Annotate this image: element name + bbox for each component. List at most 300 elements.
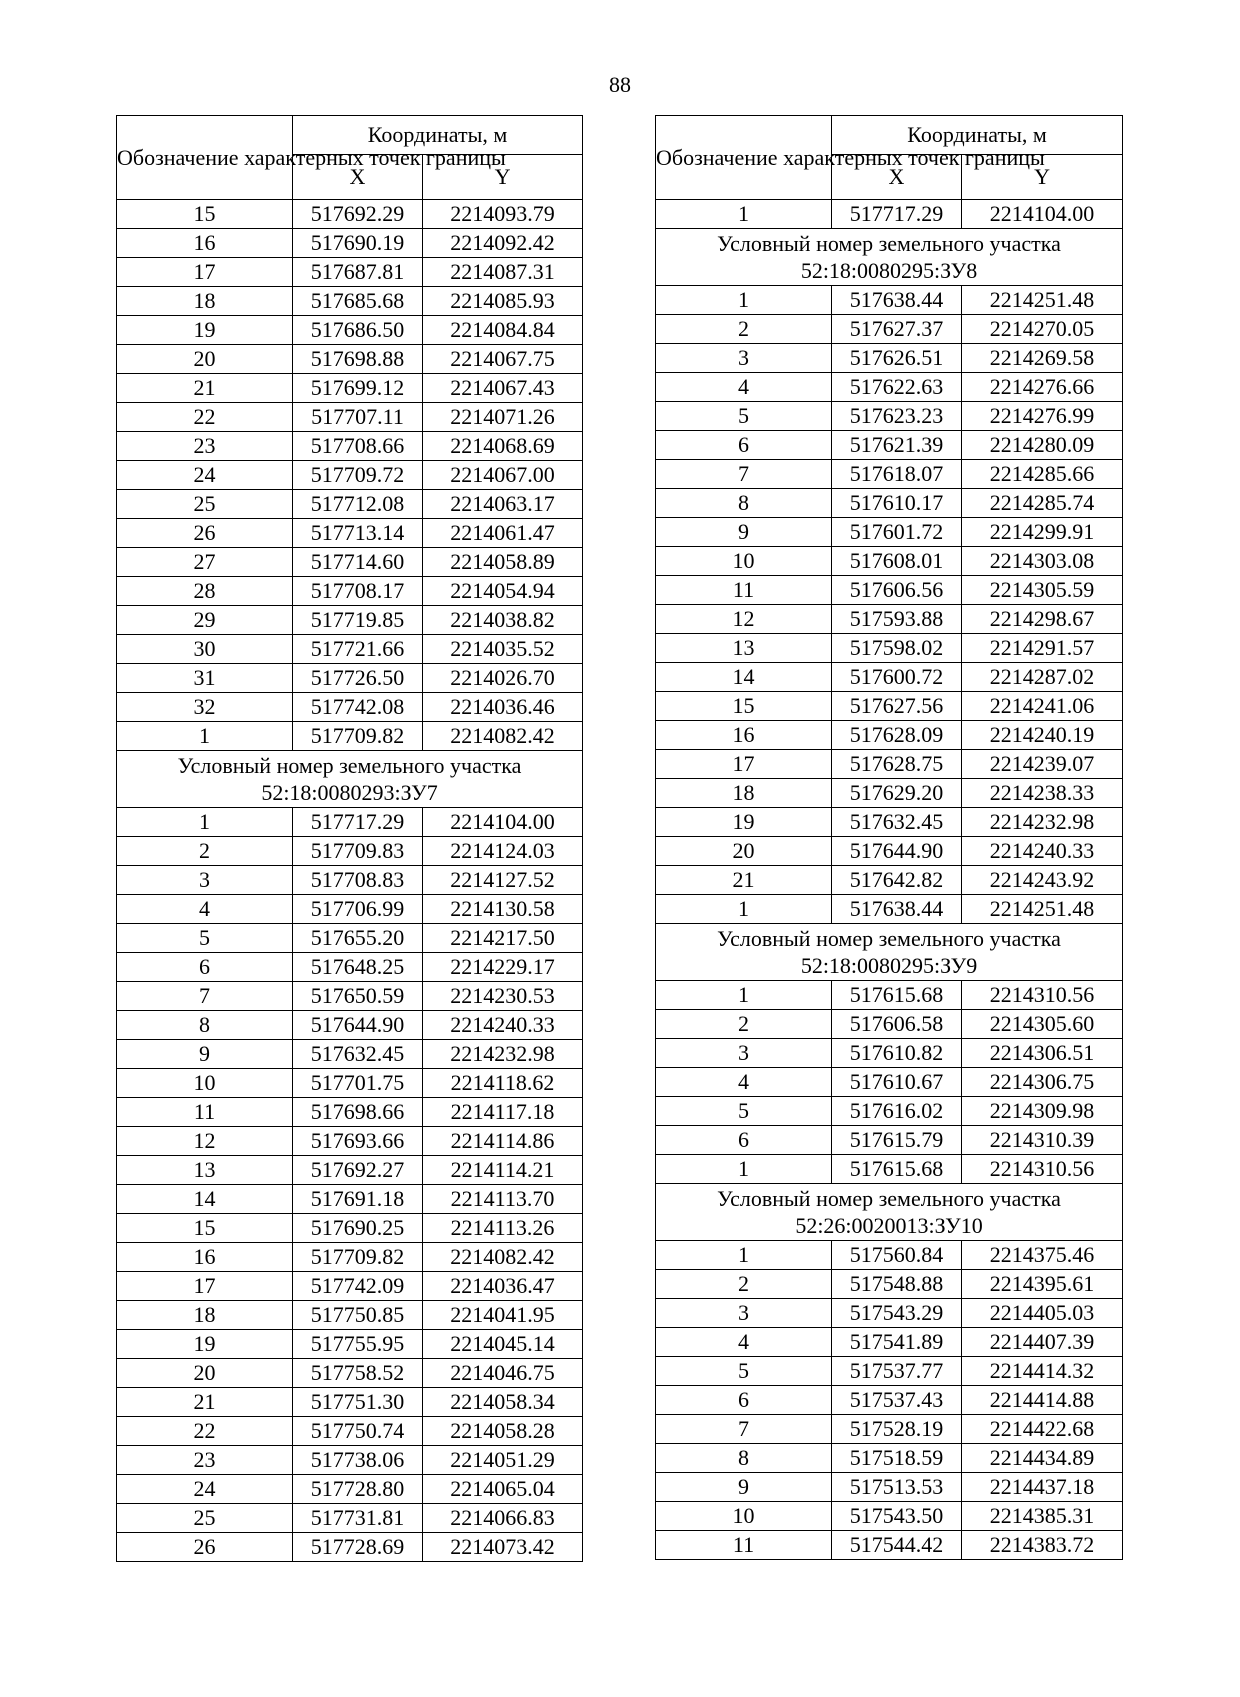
table-row bbox=[656, 721, 1123, 750]
y-coordinate: 2214082.42 bbox=[423, 722, 583, 751]
y-coordinate: 2214241.06 bbox=[962, 692, 1123, 721]
point-number: 20 bbox=[117, 345, 293, 374]
y-coordinate: 2214395.61 bbox=[962, 1270, 1123, 1299]
point-number: 1 bbox=[656, 981, 832, 1010]
table-row bbox=[656, 1357, 1123, 1386]
point-number: 17 bbox=[117, 1272, 293, 1301]
table-row bbox=[117, 1243, 583, 1272]
table-row bbox=[117, 374, 583, 403]
point-number: 18 bbox=[117, 287, 293, 316]
x-coordinate: 517728.80 bbox=[293, 1475, 423, 1504]
y-coordinate: 2214276.66 bbox=[962, 373, 1123, 402]
x-coordinate: 517738.06 bbox=[293, 1446, 423, 1475]
y-header: Y bbox=[423, 155, 583, 200]
x-coordinate: 517717.29 bbox=[832, 200, 962, 229]
point-number: 15 bbox=[117, 200, 293, 229]
table-row bbox=[117, 229, 583, 258]
y-coordinate: 2214251.48 bbox=[962, 286, 1123, 315]
x-coordinate: 517699.12 bbox=[293, 374, 423, 403]
point-number: 18 bbox=[656, 779, 832, 808]
section-row bbox=[656, 924, 1123, 981]
point-number: 2 bbox=[656, 1270, 832, 1299]
x-coordinate: 517560.84 bbox=[832, 1241, 962, 1270]
x-coordinate: 517628.75 bbox=[832, 750, 962, 779]
y-coordinate: 2214407.39 bbox=[962, 1328, 1123, 1357]
x-coordinate: 517618.07 bbox=[832, 460, 962, 489]
y-coordinate: 2214239.07 bbox=[962, 750, 1123, 779]
x-coordinate: 517632.45 bbox=[832, 808, 962, 837]
table-row bbox=[656, 547, 1123, 576]
x-coordinate: 517731.81 bbox=[293, 1504, 423, 1533]
table-row bbox=[656, 808, 1123, 837]
point-number: 9 bbox=[656, 518, 832, 547]
point-number: 23 bbox=[117, 432, 293, 461]
table-row bbox=[656, 981, 1123, 1010]
section-row bbox=[656, 229, 1123, 286]
point-number: 3 bbox=[656, 344, 832, 373]
table-row bbox=[117, 982, 583, 1011]
table-row bbox=[117, 1127, 583, 1156]
table-row bbox=[656, 1415, 1123, 1444]
table-row bbox=[656, 1386, 1123, 1415]
point-number: 16 bbox=[117, 1243, 293, 1272]
table-row bbox=[656, 315, 1123, 344]
y-coordinate: 2214306.75 bbox=[962, 1068, 1123, 1097]
table-row bbox=[656, 1444, 1123, 1473]
x-coordinate: 517543.50 bbox=[832, 1502, 962, 1531]
point-number: 7 bbox=[117, 982, 293, 1011]
table-row bbox=[117, 316, 583, 345]
table-row bbox=[656, 866, 1123, 895]
table-row bbox=[656, 634, 1123, 663]
x-coordinate: 517513.53 bbox=[832, 1473, 962, 1502]
x-coordinate: 517687.81 bbox=[293, 258, 423, 287]
point-number: 24 bbox=[117, 1475, 293, 1504]
y-coordinate: 2214082.42 bbox=[423, 1243, 583, 1272]
point-number: 2 bbox=[656, 1010, 832, 1039]
point-number: 14 bbox=[117, 1185, 293, 1214]
coordinates-header: Координаты, м bbox=[832, 116, 1123, 155]
point-number: 15 bbox=[117, 1214, 293, 1243]
point-number: 4 bbox=[117, 895, 293, 924]
y-coordinate: 2214068.69 bbox=[423, 432, 583, 461]
y-coordinate: 2214240.33 bbox=[962, 837, 1123, 866]
y-coordinate: 2214217.50 bbox=[423, 924, 583, 953]
table-row bbox=[656, 402, 1123, 431]
point-number: 1 bbox=[656, 1155, 832, 1184]
table-row bbox=[117, 1388, 583, 1417]
table-row bbox=[117, 866, 583, 895]
table-row bbox=[117, 635, 583, 664]
y-coordinate: 2214114.21 bbox=[423, 1156, 583, 1185]
x-coordinate: 517717.29 bbox=[293, 808, 423, 837]
x-coordinate: 517629.20 bbox=[832, 779, 962, 808]
y-coordinate: 2214422.68 bbox=[962, 1415, 1123, 1444]
point-number: 10 bbox=[656, 1502, 832, 1531]
table-row bbox=[117, 1446, 583, 1475]
x-coordinate: 517600.72 bbox=[832, 663, 962, 692]
page-number: 88 bbox=[609, 72, 631, 97]
point-number: 2 bbox=[656, 315, 832, 344]
point-number: 25 bbox=[117, 490, 293, 519]
y-coordinate: 2214287.02 bbox=[962, 663, 1123, 692]
x-coordinate: 517541.89 bbox=[832, 1328, 962, 1357]
table-row bbox=[656, 1097, 1123, 1126]
point-number: 19 bbox=[117, 1330, 293, 1359]
x-coordinate: 517721.66 bbox=[293, 635, 423, 664]
table-row bbox=[117, 345, 583, 374]
table-row bbox=[117, 1301, 583, 1330]
point-number: 20 bbox=[656, 837, 832, 866]
y-coordinate: 2214058.28 bbox=[423, 1417, 583, 1446]
point-number: 25 bbox=[117, 1504, 293, 1533]
y-coordinate: 2214285.66 bbox=[962, 460, 1123, 489]
y-coordinate: 2214084.84 bbox=[423, 316, 583, 345]
x-coordinate: 517709.72 bbox=[293, 461, 423, 490]
x-coordinate: 517626.51 bbox=[832, 344, 962, 373]
y-coordinate: 2214437.18 bbox=[962, 1473, 1123, 1502]
x-coordinate: 517755.95 bbox=[293, 1330, 423, 1359]
y-coordinate: 2214045.14 bbox=[423, 1330, 583, 1359]
table-row bbox=[117, 200, 583, 229]
x-coordinate: 517644.90 bbox=[293, 1011, 423, 1040]
point-number: 3 bbox=[117, 866, 293, 895]
y-coordinate: 2214113.70 bbox=[423, 1185, 583, 1214]
point-number: 3 bbox=[656, 1299, 832, 1328]
point-number: 3 bbox=[656, 1039, 832, 1068]
x-coordinate: 517627.37 bbox=[832, 315, 962, 344]
table-row bbox=[117, 693, 583, 722]
table-row bbox=[117, 1417, 583, 1446]
point-number: 6 bbox=[656, 1386, 832, 1415]
x-coordinate: 517518.59 bbox=[832, 1444, 962, 1473]
x-coordinate: 517615.79 bbox=[832, 1126, 962, 1155]
y-coordinate: 2214066.83 bbox=[423, 1504, 583, 1533]
table-row bbox=[117, 1011, 583, 1040]
x-coordinate: 517690.25 bbox=[293, 1214, 423, 1243]
x-coordinate: 517708.66 bbox=[293, 432, 423, 461]
y-coordinate: 2214310.56 bbox=[962, 981, 1123, 1010]
designation-header: Обозначение характерных точек границы bbox=[117, 116, 293, 200]
y-coordinate: 2214036.47 bbox=[423, 1272, 583, 1301]
x-coordinate: 517750.85 bbox=[293, 1301, 423, 1330]
x-coordinate: 517693.66 bbox=[293, 1127, 423, 1156]
x-coordinate: 517714.60 bbox=[293, 548, 423, 577]
y-coordinate: 2214305.59 bbox=[962, 576, 1123, 605]
y-coordinate: 2214383.72 bbox=[962, 1531, 1123, 1560]
left-table-body bbox=[117, 200, 583, 1562]
y-coordinate: 2214280.09 bbox=[962, 431, 1123, 460]
x-coordinate: 517709.82 bbox=[293, 1243, 423, 1272]
y-coordinate: 2214130.58 bbox=[423, 895, 583, 924]
point-number: 9 bbox=[117, 1040, 293, 1069]
x-coordinate: 517706.99 bbox=[293, 895, 423, 924]
table-row bbox=[117, 1504, 583, 1533]
y-coordinate: 2214229.17 bbox=[423, 953, 583, 982]
table-row bbox=[656, 1328, 1123, 1357]
x-coordinate: 517608.01 bbox=[832, 547, 962, 576]
table-row bbox=[656, 1010, 1123, 1039]
x-coordinate: 517655.20 bbox=[293, 924, 423, 953]
point-number: 11 bbox=[656, 576, 832, 605]
y-coordinate: 2214405.03 bbox=[962, 1299, 1123, 1328]
point-number: 5 bbox=[656, 1097, 832, 1126]
table-row bbox=[656, 1473, 1123, 1502]
table-row bbox=[656, 286, 1123, 315]
section-row bbox=[117, 751, 583, 808]
point-number: 8 bbox=[656, 1444, 832, 1473]
y-coordinate: 2214124.03 bbox=[423, 837, 583, 866]
y-coordinate: 2214240.33 bbox=[423, 1011, 583, 1040]
y-coordinate: 2214067.43 bbox=[423, 374, 583, 403]
table-row bbox=[117, 287, 583, 316]
y-coordinate: 2214310.56 bbox=[962, 1155, 1123, 1184]
point-number: 19 bbox=[656, 808, 832, 837]
point-number: 8 bbox=[117, 1011, 293, 1040]
table-row bbox=[117, 461, 583, 490]
point-number: 31 bbox=[117, 664, 293, 693]
x-coordinate: 517728.69 bbox=[293, 1533, 423, 1562]
x-coordinate: 517692.27 bbox=[293, 1156, 423, 1185]
x-coordinate: 517709.82 bbox=[293, 722, 423, 751]
x-coordinate: 517686.50 bbox=[293, 316, 423, 345]
y-coordinate: 2214118.62 bbox=[423, 1069, 583, 1098]
y-coordinate: 2214240.19 bbox=[962, 721, 1123, 750]
point-number: 6 bbox=[656, 431, 832, 460]
y-coordinate: 2214385.31 bbox=[962, 1502, 1123, 1531]
table-row bbox=[117, 432, 583, 461]
x-coordinate: 517644.90 bbox=[832, 837, 962, 866]
point-number: 13 bbox=[656, 634, 832, 663]
point-number: 10 bbox=[117, 1069, 293, 1098]
x-coordinate: 517544.42 bbox=[832, 1531, 962, 1560]
y-coordinate: 2214035.52 bbox=[423, 635, 583, 664]
section-row bbox=[656, 1184, 1123, 1241]
table-row bbox=[117, 1359, 583, 1388]
point-number: 5 bbox=[656, 402, 832, 431]
point-number: 1 bbox=[656, 1241, 832, 1270]
x-coordinate: 517751.30 bbox=[293, 1388, 423, 1417]
y-coordinate: 2214104.00 bbox=[962, 200, 1123, 229]
table-row bbox=[117, 1214, 583, 1243]
table-row bbox=[656, 1241, 1123, 1270]
point-number: 23 bbox=[117, 1446, 293, 1475]
point-number: 21 bbox=[656, 866, 832, 895]
x-coordinate: 517708.17 bbox=[293, 577, 423, 606]
point-number: 7 bbox=[656, 1415, 832, 1444]
x-coordinate: 517593.88 bbox=[832, 605, 962, 634]
coordinates-header: Координаты, м bbox=[293, 116, 583, 155]
y-coordinate: 2214067.00 bbox=[423, 461, 583, 490]
y-coordinate: 2214051.29 bbox=[423, 1446, 583, 1475]
y-coordinate: 2214114.86 bbox=[423, 1127, 583, 1156]
table-row bbox=[656, 1270, 1123, 1299]
table-row bbox=[117, 548, 583, 577]
y-coordinate: 2214054.94 bbox=[423, 577, 583, 606]
x-coordinate: 517606.58 bbox=[832, 1010, 962, 1039]
point-number: 21 bbox=[117, 374, 293, 403]
table-row bbox=[656, 200, 1123, 229]
point-number: 22 bbox=[117, 403, 293, 432]
point-number: 22 bbox=[117, 1417, 293, 1446]
x-header: X bbox=[293, 155, 423, 200]
y-coordinate: 2214414.88 bbox=[962, 1386, 1123, 1415]
x-coordinate: 517615.68 bbox=[832, 1155, 962, 1184]
table-row bbox=[117, 808, 583, 837]
y-coordinate: 2214305.60 bbox=[962, 1010, 1123, 1039]
y-coordinate: 2214309.98 bbox=[962, 1097, 1123, 1126]
table-row bbox=[117, 1272, 583, 1301]
x-coordinate: 517707.11 bbox=[293, 403, 423, 432]
y-coordinate: 2214041.95 bbox=[423, 1301, 583, 1330]
point-number: 21 bbox=[117, 1388, 293, 1417]
table-row bbox=[117, 953, 583, 982]
y-header: Y bbox=[962, 155, 1123, 200]
x-coordinate: 517758.52 bbox=[293, 1359, 423, 1388]
table-row bbox=[656, 663, 1123, 692]
point-number: 4 bbox=[656, 373, 832, 402]
x-coordinate: 517615.68 bbox=[832, 981, 962, 1010]
point-number: 1 bbox=[656, 200, 832, 229]
point-number: 1 bbox=[656, 895, 832, 924]
x-coordinate: 517616.02 bbox=[832, 1097, 962, 1126]
x-coordinate: 517528.19 bbox=[832, 1415, 962, 1444]
x-coordinate: 517598.02 bbox=[832, 634, 962, 663]
table-row bbox=[117, 722, 583, 751]
point-number: 1 bbox=[117, 722, 293, 751]
point-number: 17 bbox=[656, 750, 832, 779]
y-coordinate: 2214375.46 bbox=[962, 1241, 1123, 1270]
point-number: 11 bbox=[117, 1098, 293, 1127]
table-row bbox=[117, 924, 583, 953]
x-coordinate: 517628.09 bbox=[832, 721, 962, 750]
y-coordinate: 2214251.48 bbox=[962, 895, 1123, 924]
point-number: 18 bbox=[117, 1301, 293, 1330]
point-number: 1 bbox=[656, 286, 832, 315]
table-row bbox=[117, 1156, 583, 1185]
y-coordinate: 2214414.32 bbox=[962, 1357, 1123, 1386]
point-number: 4 bbox=[656, 1068, 832, 1097]
y-coordinate: 2214276.99 bbox=[962, 402, 1123, 431]
x-coordinate: 517742.09 bbox=[293, 1272, 423, 1301]
table-row bbox=[117, 490, 583, 519]
y-coordinate: 2214269.58 bbox=[962, 344, 1123, 373]
table-row bbox=[656, 373, 1123, 402]
x-coordinate: 517610.82 bbox=[832, 1039, 962, 1068]
table-row bbox=[656, 431, 1123, 460]
point-number: 19 bbox=[117, 316, 293, 345]
x-coordinate: 517543.29 bbox=[832, 1299, 962, 1328]
table-row bbox=[656, 1299, 1123, 1328]
parcel-section-title: Условный номер земельного участка 52:18:0080293:ЗУ7 bbox=[117, 751, 583, 808]
y-coordinate: 2214243.92 bbox=[962, 866, 1123, 895]
point-number: 9 bbox=[656, 1473, 832, 1502]
table-row bbox=[117, 837, 583, 866]
x-coordinate: 517726.50 bbox=[293, 664, 423, 693]
y-coordinate: 2214058.34 bbox=[423, 1388, 583, 1417]
coordinates-table-left bbox=[116, 115, 583, 1562]
table-row bbox=[117, 1098, 583, 1127]
table-row bbox=[656, 750, 1123, 779]
y-coordinate: 2214230.53 bbox=[423, 982, 583, 1011]
point-number: 1 bbox=[117, 808, 293, 837]
x-coordinate: 517648.25 bbox=[293, 953, 423, 982]
y-coordinate: 2214434.89 bbox=[962, 1444, 1123, 1473]
table-row bbox=[656, 460, 1123, 489]
y-coordinate: 2214073.42 bbox=[423, 1533, 583, 1562]
table-row bbox=[117, 577, 583, 606]
x-coordinate: 517610.17 bbox=[832, 489, 962, 518]
y-coordinate: 2214232.98 bbox=[962, 808, 1123, 837]
table-row bbox=[656, 576, 1123, 605]
point-number: 28 bbox=[117, 577, 293, 606]
y-coordinate: 2214093.79 bbox=[423, 200, 583, 229]
designation-header: Обозначение характерных точек границы bbox=[656, 116, 832, 200]
table-row bbox=[656, 605, 1123, 634]
table-row bbox=[117, 1533, 583, 1562]
point-number: 14 bbox=[656, 663, 832, 692]
point-number: 2 bbox=[117, 837, 293, 866]
point-number: 32 bbox=[117, 693, 293, 722]
x-coordinate: 517691.18 bbox=[293, 1185, 423, 1214]
table-row bbox=[117, 895, 583, 924]
x-coordinate: 517627.56 bbox=[832, 692, 962, 721]
table-row bbox=[117, 606, 583, 635]
x-coordinate: 517712.08 bbox=[293, 490, 423, 519]
y-coordinate: 2214299.91 bbox=[962, 518, 1123, 547]
point-number: 5 bbox=[656, 1357, 832, 1386]
y-coordinate: 2214306.51 bbox=[962, 1039, 1123, 1068]
x-coordinate: 517622.63 bbox=[832, 373, 962, 402]
point-number: 17 bbox=[117, 258, 293, 287]
point-number: 30 bbox=[117, 635, 293, 664]
y-coordinate: 2214298.67 bbox=[962, 605, 1123, 634]
table-row bbox=[656, 1155, 1123, 1184]
point-number: 26 bbox=[117, 519, 293, 548]
table-row bbox=[656, 1502, 1123, 1531]
table-row bbox=[656, 692, 1123, 721]
x-coordinate: 517601.72 bbox=[832, 518, 962, 547]
x-coordinate: 517632.45 bbox=[293, 1040, 423, 1069]
table-row bbox=[656, 344, 1123, 373]
table-row bbox=[656, 518, 1123, 547]
y-coordinate: 2214238.33 bbox=[962, 779, 1123, 808]
y-coordinate: 2214127.52 bbox=[423, 866, 583, 895]
x-coordinate: 517685.68 bbox=[293, 287, 423, 316]
y-coordinate: 2214117.18 bbox=[423, 1098, 583, 1127]
table-row bbox=[117, 519, 583, 548]
y-coordinate: 2214046.75 bbox=[423, 1359, 583, 1388]
y-coordinate: 2214232.98 bbox=[423, 1040, 583, 1069]
x-coordinate: 517638.44 bbox=[832, 895, 962, 924]
point-number: 7 bbox=[656, 460, 832, 489]
table-row bbox=[117, 1330, 583, 1359]
y-coordinate: 2214058.89 bbox=[423, 548, 583, 577]
table-row bbox=[656, 489, 1123, 518]
point-number: 29 bbox=[117, 606, 293, 635]
right-table-body bbox=[656, 200, 1123, 1560]
x-coordinate: 517610.67 bbox=[832, 1068, 962, 1097]
y-coordinate: 2214085.93 bbox=[423, 287, 583, 316]
y-coordinate: 2214067.75 bbox=[423, 345, 583, 374]
table-row bbox=[117, 1069, 583, 1098]
point-number: 12 bbox=[656, 605, 832, 634]
table-row bbox=[656, 837, 1123, 866]
y-coordinate: 2214310.39 bbox=[962, 1126, 1123, 1155]
x-coordinate: 517708.83 bbox=[293, 866, 423, 895]
point-number: 11 bbox=[656, 1531, 832, 1560]
table-row bbox=[117, 403, 583, 432]
